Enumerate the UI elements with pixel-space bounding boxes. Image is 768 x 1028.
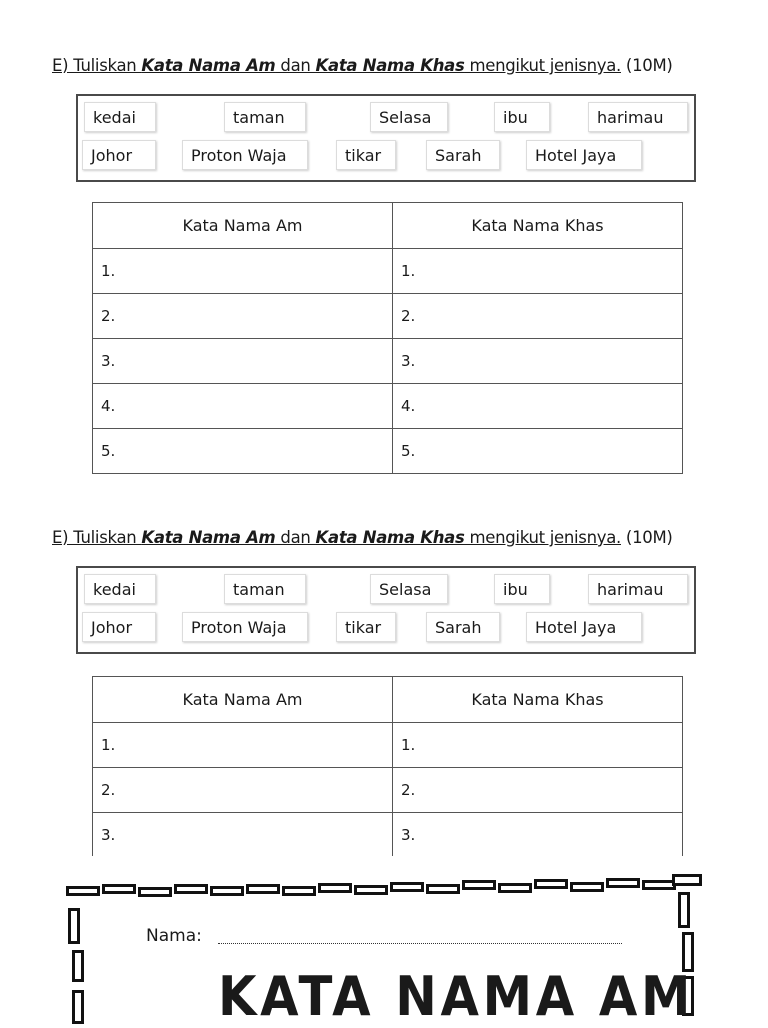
instruction-marks: (10M) — [620, 56, 673, 75]
answer-table — [92, 202, 683, 474]
answer-cell-khas[interactable]: 5. — [393, 429, 683, 474]
name-label: Nama: — [146, 926, 202, 946]
table-header-row — [93, 677, 683, 723]
word-chip: Proton Waja — [182, 140, 308, 170]
frame-dash — [642, 880, 676, 890]
frame-dash — [174, 884, 208, 894]
table-row — [93, 768, 683, 813]
answer-cell-am[interactable]: 3. — [93, 339, 393, 384]
word-chip: Johor — [82, 612, 156, 642]
answer-cell-khas[interactable]: 3. — [393, 339, 683, 384]
word-chip: tikar — [336, 140, 396, 170]
answer-cell-am[interactable]: 1. — [93, 249, 393, 294]
word-chip: Proton Waja — [182, 612, 308, 642]
frame-dash — [102, 884, 136, 894]
word-chip: ibu — [494, 574, 550, 604]
answer-cell-khas[interactable]: 4. — [393, 384, 683, 429]
answer-cell-am[interactable]: 4. — [93, 384, 393, 429]
frame-dash-left — [72, 990, 84, 1024]
frame-dash — [138, 887, 172, 897]
word-chip: Selasa — [370, 574, 448, 604]
frame-dash-left — [68, 908, 80, 944]
answer-cell-khas[interactable]: 3. — [393, 813, 683, 857]
word-bank — [76, 94, 696, 182]
word-chip: Johor — [82, 140, 156, 170]
answer-cell-am[interactable]: 5. — [93, 429, 393, 474]
header-kata-nama-khas: Kata Nama Khas — [393, 203, 683, 249]
table-row — [93, 384, 683, 429]
answer-cell-khas[interactable]: 2. — [393, 768, 683, 813]
answer-cell-khas[interactable]: 1. — [393, 249, 683, 294]
table-row — [93, 294, 683, 339]
answer-cell-am[interactable]: 2. — [93, 768, 393, 813]
worksheet-title: KATA NAMA AM — [218, 965, 695, 1028]
word-chip: Sarah — [426, 612, 500, 642]
instruction-suffix: mengikut jenisnya. — [464, 528, 621, 547]
word-chip: kedai — [84, 574, 156, 604]
header-kata-nama-am: Kata Nama Am — [93, 677, 393, 723]
instruction-text — [52, 56, 673, 75]
instruction-text — [52, 528, 673, 547]
header-kata-nama-am: Kata Nama Am — [93, 203, 393, 249]
frame-dash — [66, 886, 100, 896]
frame-dash — [390, 882, 424, 892]
frame-dash — [246, 884, 280, 894]
instruction-mid: dan — [275, 56, 316, 75]
instruction-term-khas: Kata Nama Khas — [315, 528, 465, 547]
word-chip: Selasa — [370, 102, 448, 132]
answer-table — [92, 676, 683, 856]
table-row — [93, 249, 683, 294]
frame-dash — [606, 878, 640, 888]
table-header-row — [93, 203, 683, 249]
instruction-term-am: Kata Nama Am — [141, 528, 276, 547]
word-chip: ibu — [494, 102, 550, 132]
word-chip: kedai — [84, 102, 156, 132]
table-row — [93, 813, 683, 857]
frame-dash — [570, 882, 604, 892]
dashed-frame-top — [66, 872, 702, 898]
answer-cell-khas[interactable]: 1. — [393, 723, 683, 768]
frame-dash — [672, 874, 702, 886]
instruction-term-khas: Kata Nama Khas — [315, 56, 465, 75]
instruction-marks: (10M) — [620, 528, 673, 547]
word-chip: harimau — [588, 102, 688, 132]
word-chip: tikar — [336, 612, 396, 642]
frame-dash — [498, 883, 532, 893]
frame-dash-left — [72, 950, 84, 982]
header-kata-nama-khas: Kata Nama Khas — [393, 677, 683, 723]
word-chip: Hotel Jaya — [526, 612, 642, 642]
instruction-prefix: E) Tuliskan — [52, 56, 142, 75]
frame-dash-right — [678, 892, 690, 928]
instruction-suffix: mengikut jenisnya. — [464, 56, 621, 75]
word-chip: harimau — [588, 574, 688, 604]
frame-dash — [462, 880, 496, 890]
word-chip: Hotel Jaya — [526, 140, 642, 170]
word-chip: Sarah — [426, 140, 500, 170]
answer-cell-khas[interactable]: 2. — [393, 294, 683, 339]
instruction-mid: dan — [275, 528, 316, 547]
frame-dash — [426, 884, 460, 894]
word-bank — [76, 566, 696, 654]
table-row — [93, 339, 683, 384]
frame-dash — [318, 883, 352, 893]
word-chip: taman — [224, 102, 306, 132]
word-chip: taman — [224, 574, 306, 604]
frame-dash — [354, 885, 388, 895]
answer-cell-am[interactable]: 1. — [93, 723, 393, 768]
answer-cell-am[interactable]: 2. — [93, 294, 393, 339]
worksheet-2 — [0, 512, 768, 856]
frame-dash — [534, 879, 568, 889]
frame-dash — [282, 886, 316, 896]
name-input-line[interactable] — [218, 943, 622, 944]
frame-dash — [210, 886, 244, 896]
table-row — [93, 723, 683, 768]
table-row — [93, 429, 683, 474]
instruction-term-am: Kata Nama Am — [141, 56, 276, 75]
worksheet-1 — [0, 0, 768, 512]
answer-cell-am[interactable]: 3. — [93, 813, 393, 857]
instruction-prefix: E) Tuliskan — [52, 528, 142, 547]
